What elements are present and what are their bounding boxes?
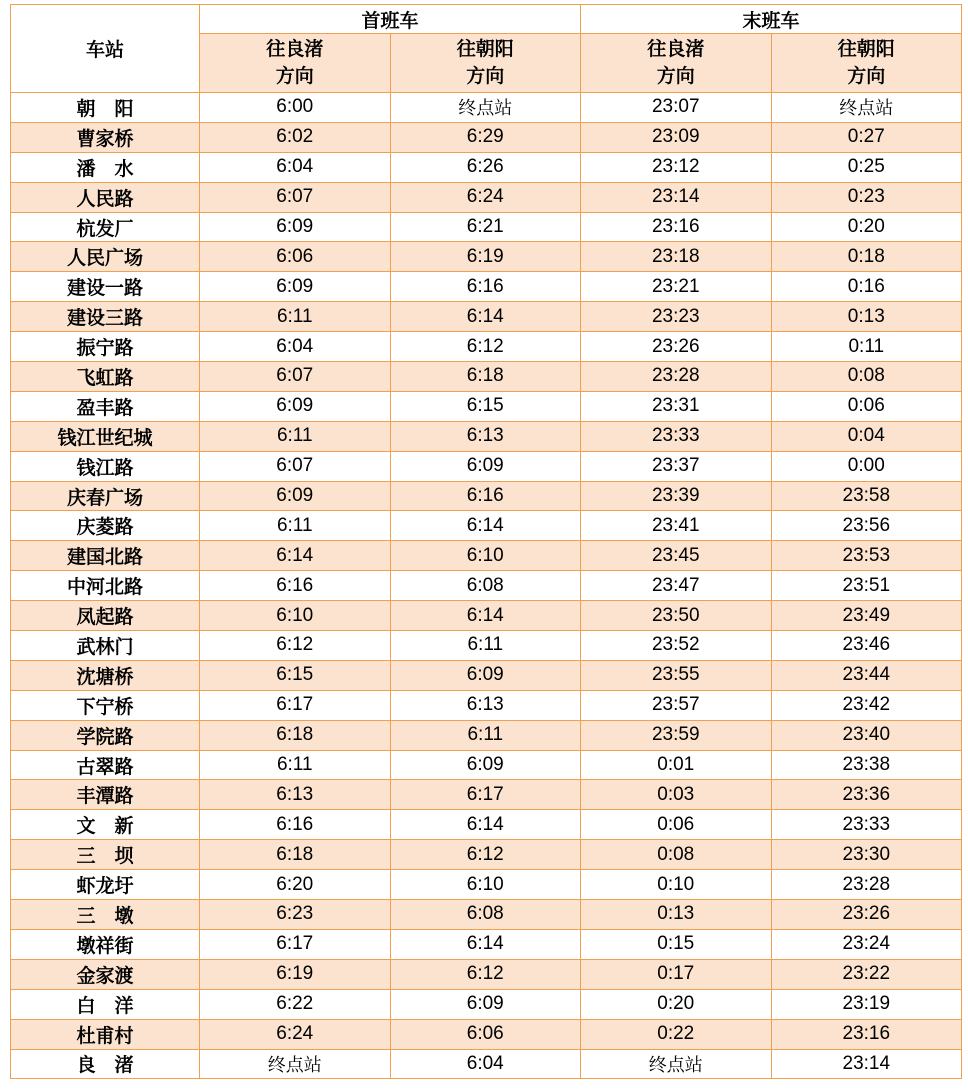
station-name: 杭发厂 <box>11 212 200 242</box>
station-name: 人民路 <box>11 182 200 212</box>
table-row <box>11 690 962 720</box>
time-cell-last-liangzhu: 0:06 <box>581 810 772 840</box>
time-cell-first-chaoyang: 6:13 <box>390 421 581 451</box>
table-row <box>11 481 962 511</box>
timetable-container <box>10 4 961 1079</box>
station-name: 建国北路 <box>11 541 200 571</box>
table-row <box>11 929 962 959</box>
time-cell-first-liangzhu: 6:12 <box>200 631 391 661</box>
time-cell-last-liangzhu: 0:13 <box>581 900 772 930</box>
time-cell-first-liangzhu: 6:22 <box>200 989 391 1019</box>
time-cell-last-chaoyang: 23:14 <box>771 1049 962 1079</box>
table-row <box>11 93 962 123</box>
direction-header-last-liangzhu: 往良渚 方向 <box>581 34 772 93</box>
time-cell-last-chaoyang: 23:42 <box>771 690 962 720</box>
time-cell-first-liangzhu: 6:07 <box>200 182 391 212</box>
time-cell-first-liangzhu: 6:06 <box>200 242 391 272</box>
station-name: 墩祥街 <box>11 929 200 959</box>
time-cell-first-liangzhu: 6:00 <box>200 93 391 123</box>
station-name: 朝 阳 <box>11 93 200 123</box>
time-cell-first-liangzhu: 6:11 <box>200 302 391 332</box>
time-cell-first-chaoyang: 6:04 <box>390 1049 581 1079</box>
time-cell-last-chaoyang: 终点站 <box>771 93 962 123</box>
table-row <box>11 122 962 152</box>
time-cell-first-chaoyang: 6:10 <box>390 541 581 571</box>
table-row <box>11 959 962 989</box>
table-row <box>11 362 962 392</box>
station-name: 建设三路 <box>11 302 200 332</box>
time-cell-first-chaoyang: 6:15 <box>390 391 581 421</box>
time-cell-first-chaoyang: 6:16 <box>390 481 581 511</box>
time-cell-last-liangzhu: 0:15 <box>581 929 772 959</box>
table-row <box>11 571 962 601</box>
time-cell-first-liangzhu: 6:10 <box>200 601 391 631</box>
time-cell-last-liangzhu: 终点站 <box>581 1049 772 1079</box>
time-cell-last-liangzhu: 23:14 <box>581 182 772 212</box>
table-row <box>11 1019 962 1049</box>
station-name: 振宁路 <box>11 332 200 362</box>
station-name: 金家渡 <box>11 959 200 989</box>
station-name: 学院路 <box>11 720 200 750</box>
time-cell-first-chaoyang: 6:12 <box>390 840 581 870</box>
station-name: 沈塘桥 <box>11 660 200 690</box>
station-name: 武林门 <box>11 631 200 661</box>
time-cell-first-liangzhu: 6:11 <box>200 750 391 780</box>
time-cell-last-chaoyang: 0:08 <box>771 362 962 392</box>
time-cell-last-chaoyang: 23:58 <box>771 481 962 511</box>
time-cell-first-chaoyang: 6:11 <box>390 720 581 750</box>
station-name: 杜甫村 <box>11 1019 200 1049</box>
timetable <box>10 4 962 1079</box>
table-row <box>11 212 962 242</box>
time-cell-last-liangzhu: 23:28 <box>581 362 772 392</box>
time-cell-first-chaoyang: 6:13 <box>390 690 581 720</box>
time-cell-first-liangzhu: 6:09 <box>200 481 391 511</box>
table-row <box>11 989 962 1019</box>
table-row <box>11 152 962 182</box>
time-cell-last-liangzhu: 23:41 <box>581 511 772 541</box>
time-cell-last-chaoyang: 23:33 <box>771 810 962 840</box>
table-row <box>11 272 962 302</box>
time-cell-first-chaoyang: 6:06 <box>390 1019 581 1049</box>
time-cell-last-chaoyang: 23:16 <box>771 1019 962 1049</box>
time-cell-last-chaoyang: 23:51 <box>771 571 962 601</box>
time-cell-first-liangzhu: 6:11 <box>200 511 391 541</box>
time-cell-last-liangzhu: 23:55 <box>581 660 772 690</box>
table-row <box>11 451 962 481</box>
time-cell-last-liangzhu: 23:23 <box>581 302 772 332</box>
time-cell-first-chaoyang: 6:26 <box>390 152 581 182</box>
table-row <box>11 660 962 690</box>
time-cell-last-liangzhu: 23:18 <box>581 242 772 272</box>
direction-header-last-chaoyang: 往朝阳 方向 <box>771 34 962 93</box>
station-name: 钱江路 <box>11 451 200 481</box>
table-row <box>11 601 962 631</box>
station-name: 丰潭路 <box>11 780 200 810</box>
station-name: 钱江世纪城 <box>11 421 200 451</box>
time-cell-first-liangzhu: 6:23 <box>200 900 391 930</box>
time-cell-first-liangzhu: 6:04 <box>200 152 391 182</box>
time-cell-last-liangzhu: 23:26 <box>581 332 772 362</box>
time-cell-last-chaoyang: 23:28 <box>771 870 962 900</box>
time-cell-first-chaoyang: 6:19 <box>390 242 581 272</box>
time-cell-last-chaoyang: 0:25 <box>771 152 962 182</box>
table-row <box>11 750 962 780</box>
time-cell-last-liangzhu: 23:07 <box>581 93 772 123</box>
table-row <box>11 900 962 930</box>
time-cell-last-liangzhu: 23:57 <box>581 690 772 720</box>
time-cell-last-liangzhu: 23:59 <box>581 720 772 750</box>
time-cell-first-chaoyang: 6:09 <box>390 989 581 1019</box>
direction-header-first-liangzhu: 往良渚 方向 <box>200 34 391 93</box>
time-cell-first-chaoyang: 6:09 <box>390 750 581 780</box>
time-cell-first-liangzhu: 6:04 <box>200 332 391 362</box>
time-cell-first-liangzhu: 6:07 <box>200 362 391 392</box>
time-cell-first-liangzhu: 6:09 <box>200 212 391 242</box>
time-cell-last-liangzhu: 23:31 <box>581 391 772 421</box>
time-cell-first-chaoyang: 6:14 <box>390 302 581 332</box>
time-cell-last-chaoyang: 23:26 <box>771 900 962 930</box>
time-cell-first-chaoyang: 6:11 <box>390 631 581 661</box>
time-cell-first-chaoyang: 6:14 <box>390 929 581 959</box>
station-name: 盈丰路 <box>11 391 200 421</box>
time-cell-first-chaoyang: 6:21 <box>390 212 581 242</box>
station-name: 潘 水 <box>11 152 200 182</box>
time-cell-last-chaoyang: 0:18 <box>771 242 962 272</box>
time-cell-last-liangzhu: 23:45 <box>581 541 772 571</box>
time-cell-first-liangzhu: 6:07 <box>200 451 391 481</box>
time-cell-last-chaoyang: 23:44 <box>771 660 962 690</box>
table-row <box>11 810 962 840</box>
time-cell-last-liangzhu: 23:37 <box>581 451 772 481</box>
time-cell-last-chaoyang: 23:19 <box>771 989 962 1019</box>
time-cell-last-chaoyang: 23:46 <box>771 631 962 661</box>
station-name: 庆春广场 <box>11 481 200 511</box>
time-cell-first-chaoyang: 终点站 <box>390 93 581 123</box>
table-row <box>11 242 962 272</box>
station-name: 三 墩 <box>11 900 200 930</box>
time-cell-last-liangzhu: 23:12 <box>581 152 772 182</box>
time-cell-first-chaoyang: 6:14 <box>390 511 581 541</box>
time-cell-last-chaoyang: 23:49 <box>771 601 962 631</box>
time-cell-last-chaoyang: 23:30 <box>771 840 962 870</box>
time-cell-first-chaoyang: 6:08 <box>390 571 581 601</box>
time-cell-first-liangzhu: 6:18 <box>200 720 391 750</box>
time-cell-first-liangzhu: 6:19 <box>200 959 391 989</box>
timetable-body <box>11 93 962 1079</box>
time-cell-last-liangzhu: 23:21 <box>581 272 772 302</box>
station-name: 凤起路 <box>11 601 200 631</box>
time-cell-last-liangzhu: 23:09 <box>581 122 772 152</box>
time-cell-first-liangzhu: 6:13 <box>200 780 391 810</box>
table-row <box>11 391 962 421</box>
time-cell-last-chaoyang: 0:16 <box>771 272 962 302</box>
table-row <box>11 870 962 900</box>
station-name: 飞虹路 <box>11 362 200 392</box>
time-cell-last-liangzhu: 23:47 <box>581 571 772 601</box>
first-train-header: 首班车 <box>200 5 581 34</box>
time-cell-last-liangzhu: 23:39 <box>581 481 772 511</box>
time-cell-last-chaoyang: 23:22 <box>771 959 962 989</box>
time-cell-last-chaoyang: 0:00 <box>771 451 962 481</box>
table-row <box>11 780 962 810</box>
time-cell-first-liangzhu: 6:09 <box>200 391 391 421</box>
time-cell-last-chaoyang: 0:13 <box>771 302 962 332</box>
time-cell-first-liangzhu: 6:16 <box>200 571 391 601</box>
station-column-header: 车站 <box>11 5 200 93</box>
time-cell-first-chaoyang: 6:09 <box>390 660 581 690</box>
station-name: 文 新 <box>11 810 200 840</box>
time-cell-last-chaoyang: 23:38 <box>771 750 962 780</box>
time-cell-last-chaoyang: 23:40 <box>771 720 962 750</box>
time-cell-first-chaoyang: 6:14 <box>390 601 581 631</box>
time-cell-last-chaoyang: 0:11 <box>771 332 962 362</box>
station-name: 下宁桥 <box>11 690 200 720</box>
time-cell-last-chaoyang: 23:56 <box>771 511 962 541</box>
table-row <box>11 511 962 541</box>
time-cell-last-liangzhu: 0:08 <box>581 840 772 870</box>
time-cell-last-chaoyang: 23:36 <box>771 780 962 810</box>
time-cell-last-chaoyang: 0:20 <box>771 212 962 242</box>
time-cell-first-chaoyang: 6:12 <box>390 959 581 989</box>
time-cell-first-chaoyang: 6:14 <box>390 810 581 840</box>
time-cell-first-liangzhu: 6:09 <box>200 272 391 302</box>
last-train-header: 末班车 <box>581 5 962 34</box>
time-cell-first-liangzhu: 终点站 <box>200 1049 391 1079</box>
table-row <box>11 840 962 870</box>
time-cell-last-liangzhu: 0:22 <box>581 1019 772 1049</box>
time-cell-first-chaoyang: 6:16 <box>390 272 581 302</box>
time-cell-last-chaoyang: 23:53 <box>771 541 962 571</box>
time-cell-last-chaoyang: 0:23 <box>771 182 962 212</box>
time-cell-first-liangzhu: 6:02 <box>200 122 391 152</box>
table-row <box>11 720 962 750</box>
table-row <box>11 182 962 212</box>
table-row <box>11 1049 962 1079</box>
station-name: 良 渚 <box>11 1049 200 1079</box>
time-cell-last-liangzhu: 23:16 <box>581 212 772 242</box>
time-cell-last-chaoyang: 23:24 <box>771 929 962 959</box>
table-row <box>11 302 962 332</box>
time-cell-last-liangzhu: 23:50 <box>581 601 772 631</box>
timetable-header <box>11 5 962 93</box>
station-name: 白 洋 <box>11 989 200 1019</box>
table-row <box>11 332 962 362</box>
station-name: 建设一路 <box>11 272 200 302</box>
time-cell-last-liangzhu: 23:33 <box>581 421 772 451</box>
time-cell-last-chaoyang: 0:04 <box>771 421 962 451</box>
time-cell-first-chaoyang: 6:10 <box>390 870 581 900</box>
table-row <box>11 421 962 451</box>
time-cell-first-liangzhu: 6:20 <box>200 870 391 900</box>
time-cell-first-liangzhu: 6:17 <box>200 929 391 959</box>
station-name: 中河北路 <box>11 571 200 601</box>
table-row <box>11 631 962 661</box>
time-cell-first-liangzhu: 6:14 <box>200 541 391 571</box>
time-cell-first-chaoyang: 6:24 <box>390 182 581 212</box>
time-cell-first-chaoyang: 6:29 <box>390 122 581 152</box>
time-cell-last-liangzhu: 0:03 <box>581 780 772 810</box>
time-cell-first-chaoyang: 6:08 <box>390 900 581 930</box>
time-cell-last-liangzhu: 0:10 <box>581 870 772 900</box>
time-cell-last-chaoyang: 0:06 <box>771 391 962 421</box>
station-name: 庆菱路 <box>11 511 200 541</box>
station-name: 三 坝 <box>11 840 200 870</box>
station-name: 人民广场 <box>11 242 200 272</box>
time-cell-first-liangzhu: 6:16 <box>200 810 391 840</box>
time-cell-first-liangzhu: 6:17 <box>200 690 391 720</box>
time-cell-last-chaoyang: 0:27 <box>771 122 962 152</box>
time-cell-first-chaoyang: 6:18 <box>390 362 581 392</box>
station-name: 古翠路 <box>11 750 200 780</box>
time-cell-last-liangzhu: 23:52 <box>581 631 772 661</box>
direction-header-first-chaoyang: 往朝阳 方向 <box>390 34 581 93</box>
time-cell-last-liangzhu: 0:17 <box>581 959 772 989</box>
time-cell-first-chaoyang: 6:09 <box>390 451 581 481</box>
time-cell-first-liangzhu: 6:11 <box>200 421 391 451</box>
time-cell-first-liangzhu: 6:15 <box>200 660 391 690</box>
station-name: 虾龙圩 <box>11 870 200 900</box>
time-cell-last-liangzhu: 0:01 <box>581 750 772 780</box>
station-name: 曹家桥 <box>11 122 200 152</box>
table-row <box>11 541 962 571</box>
time-cell-first-chaoyang: 6:17 <box>390 780 581 810</box>
time-cell-first-liangzhu: 6:18 <box>200 840 391 870</box>
time-cell-last-liangzhu: 0:20 <box>581 989 772 1019</box>
time-cell-first-chaoyang: 6:12 <box>390 332 581 362</box>
time-cell-first-liangzhu: 6:24 <box>200 1019 391 1049</box>
